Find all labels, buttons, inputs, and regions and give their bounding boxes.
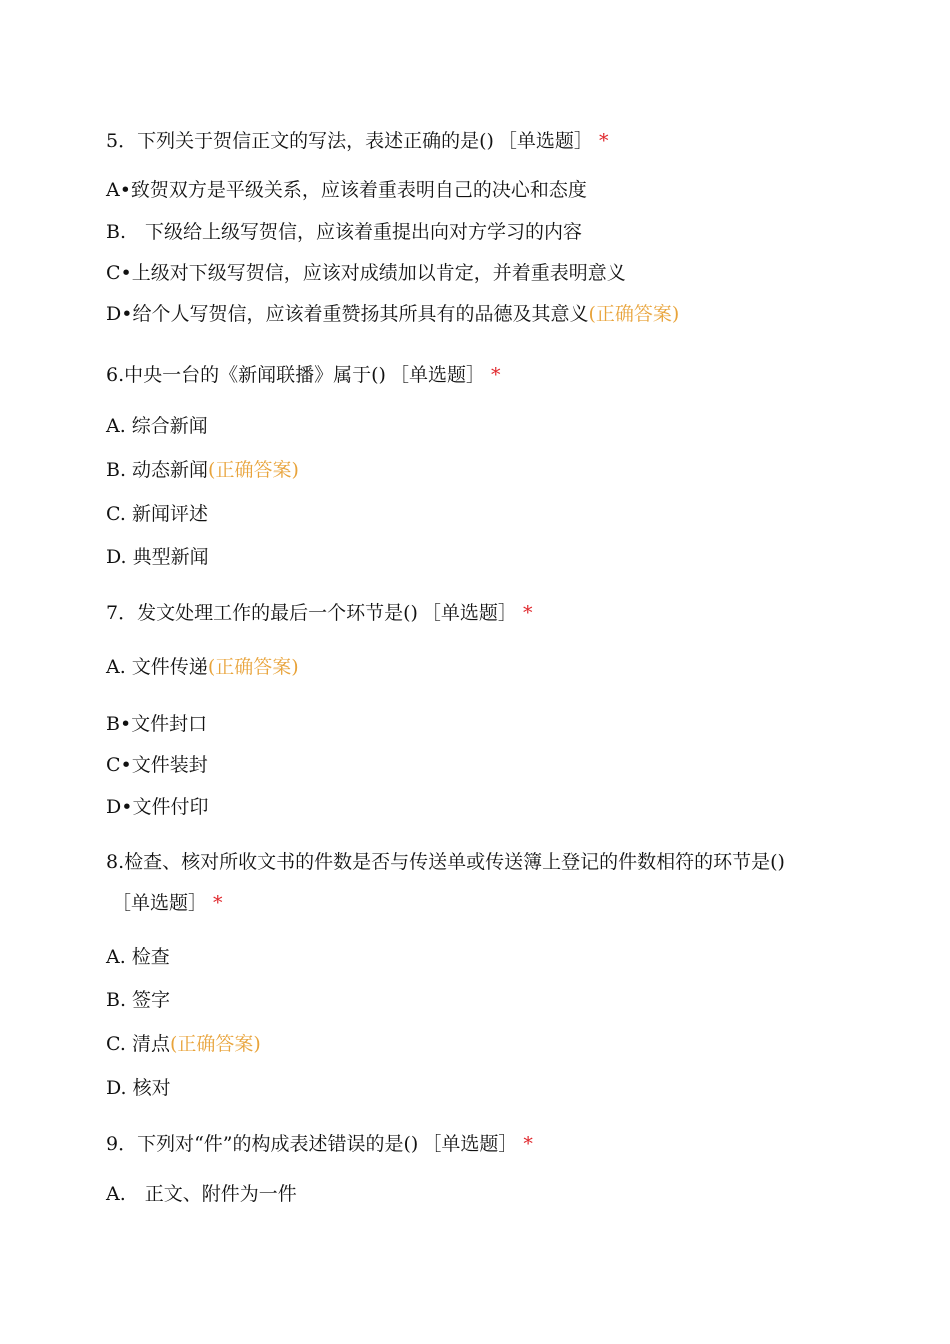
option-text: A. 检查 [106,946,170,968]
option-text: D. 典型新闻 [106,546,209,568]
option-text: A. 文件传递 [106,656,208,678]
required-star: * [598,130,609,152]
option-text: B. 下级给上级写贺信，应该着重提出向对方学习的内容 [106,221,583,243]
option-item [106,988,170,1012]
question-text: 7．发文处理工作的最后一个环节是() [106,602,418,624]
correct-answer-mark: (正确答案) [169,1033,261,1055]
option-text: D•文件付印 [106,796,209,818]
option-item [106,753,208,777]
question-type: ［单选题］ [421,602,517,624]
option-text: D•给个人写贺信，应该着重赞扬其所具有的品德及其意义 [106,303,589,325]
option-text: C•文件装封 [106,754,208,776]
required-star: * [490,364,501,386]
option-item [106,414,208,438]
question-text: 5．下列关于贺信正文的写法，表述正确的是() [106,130,494,152]
required-star: * [213,892,223,914]
option-item [106,1076,171,1100]
correct-answer-mark: (正确答案) [588,303,680,325]
question-text: 6.中央一台的《新闻联播》属于() [106,364,386,386]
option-text: C•上级对下级写贺信，应该对成绩加以肯定，并着重表明意义 [106,262,626,284]
question-type: ［单选题］ [389,364,485,386]
question-type: ［单选题］ [422,1133,518,1155]
required-star: * [523,1133,533,1155]
correct-answer-mark: (正确答案) [208,459,299,481]
option-item [106,1182,297,1206]
question-type: ［单选题］ [497,130,593,152]
option-text: A. 综合新闻 [106,415,208,437]
option-item [106,945,170,969]
question-7-title [106,601,532,625]
option-text: B. 动态新闻 [106,459,209,481]
option-text: A. 正文、附件为一件 [106,1183,297,1205]
option-item [106,712,207,736]
option-item [106,302,679,326]
option-item [106,261,626,285]
question-text: 9．下列对“件”的构成表述错误的是() [106,1133,419,1155]
option-text: B•文件封口 [106,713,208,735]
option-text: B. 签字 [106,989,171,1011]
option-text: C. 清点 [106,1033,170,1055]
option-text: C. 新闻评述 [106,503,208,525]
question-8-title-cont [112,891,223,915]
option-item [106,795,208,819]
option-text: A•致贺双方是平级关系，应该着重表明自己的决心和态度 [106,179,587,201]
option-item [106,220,582,244]
option-item [106,655,299,679]
question-type: ［单选题］ [112,892,208,914]
question-6-title [106,363,500,387]
correct-answer-mark: (正确答案) [207,656,299,678]
question-text: 8.检查、核对所收文书的件数是否与传送单或传送簿上登记的件数相符的环节是() [106,851,785,873]
option-item [106,1032,261,1056]
option-item [106,178,587,202]
question-8-title [106,850,785,874]
option-item [106,502,208,526]
option-item [106,458,299,482]
question-5-title [106,129,608,153]
option-text: D. 核对 [106,1077,171,1099]
required-star: * [522,602,533,624]
option-item [106,545,209,569]
question-9-title [106,1132,533,1156]
